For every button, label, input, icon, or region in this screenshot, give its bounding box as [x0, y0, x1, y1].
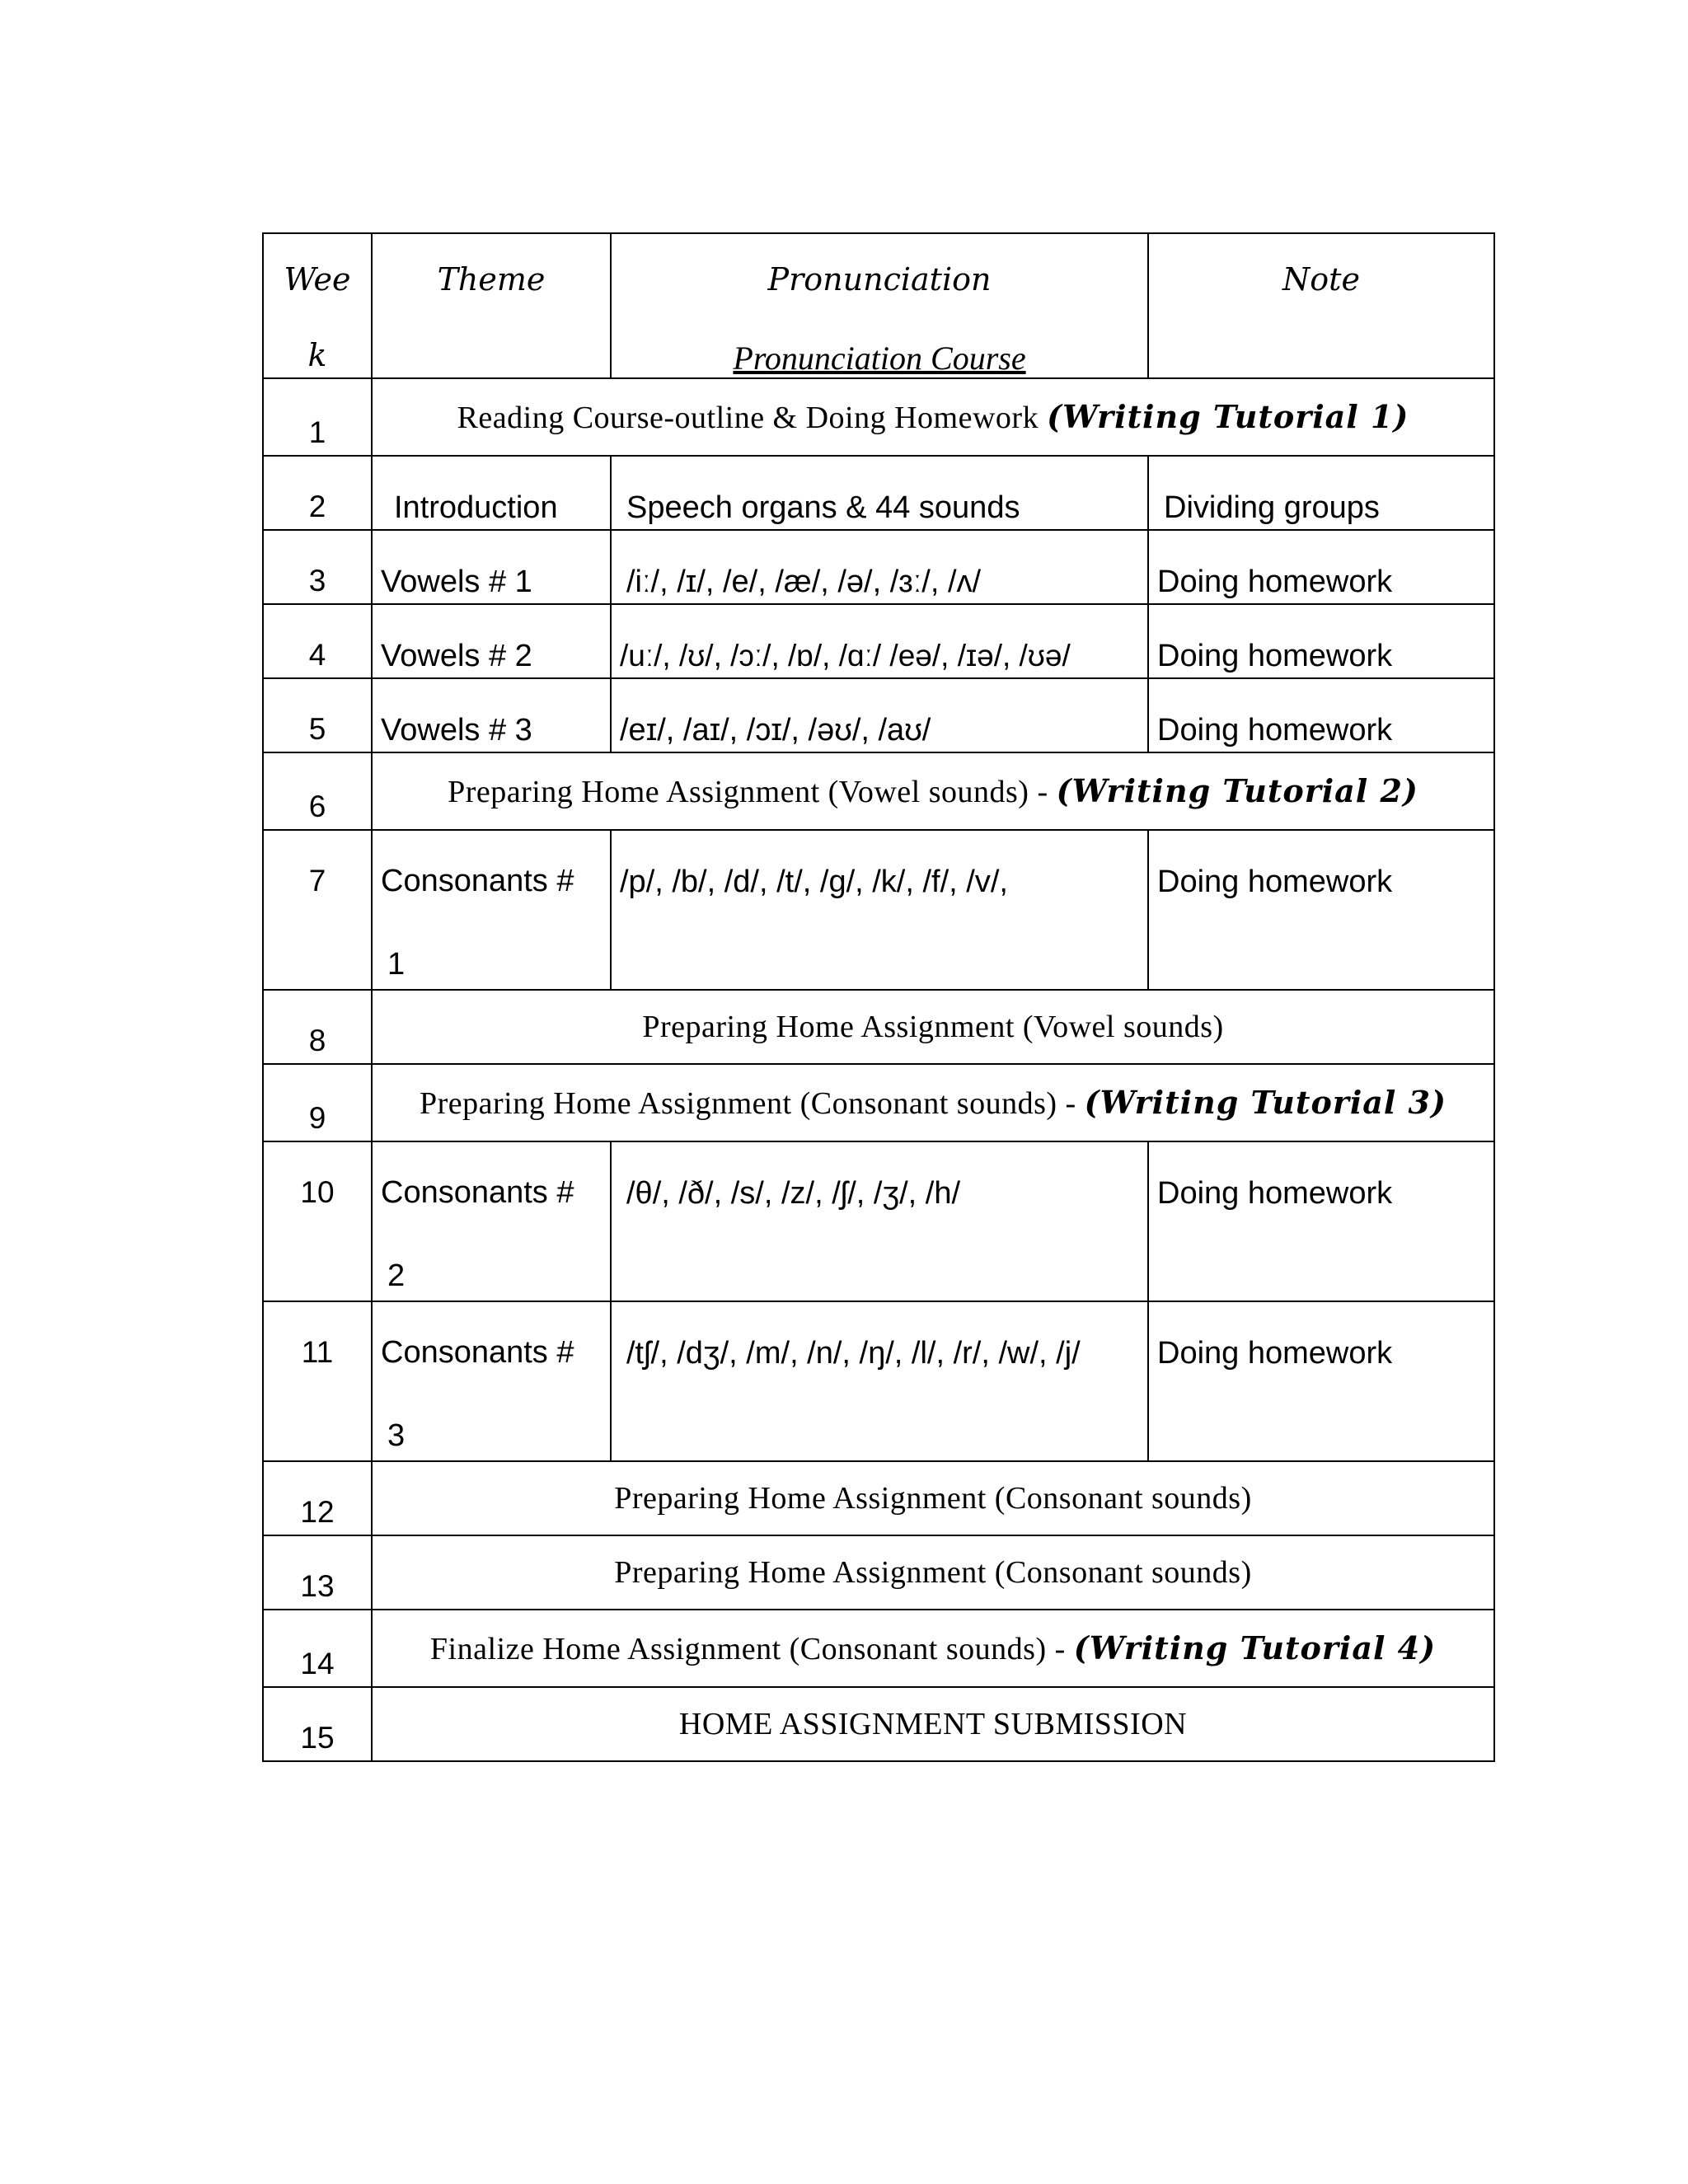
pronunciation-cell: /uː/, /ʊ/, /ɔː/, /ɒ/, /ɑː/ /eə/, /ɪə/, /ʊə/: [611, 604, 1148, 678]
theme-cell: Vowels # 1: [372, 530, 611, 604]
week-number: 9: [263, 1064, 372, 1141]
header-week-line1: Wee: [284, 261, 351, 298]
spanning-cell: Preparing Home Assignment (Vowel sounds): [372, 990, 1494, 1064]
table-row: [263, 1064, 1494, 1141]
note-cell: Doing homework: [1148, 604, 1494, 678]
theme-cell: Vowels # 2: [372, 604, 611, 678]
header-pronunciation: Pronunciation Pronunciation Course: [611, 233, 1148, 378]
week-number: 5: [263, 678, 372, 752]
spanning-cell: Preparing Home Assignment (Vowel sounds) - (Writing Tutorial 2): [372, 752, 1494, 830]
theme-cell: Introduction: [372, 456, 611, 530]
week-number: 2: [263, 456, 372, 530]
spanning-cell: Finalize Home Assignment (Consonant sounds) - (Writing Tutorial 4): [372, 1610, 1494, 1687]
course-schedule-table: [262, 232, 1495, 1762]
week-number: 1: [263, 378, 372, 456]
theme-cell: Consonants # 2: [372, 1141, 611, 1301]
note-cell: Doing homework: [1148, 830, 1494, 990]
note-cell: Dividing groups: [1148, 456, 1494, 530]
week-number: 8: [263, 990, 372, 1064]
table-row: [263, 456, 1494, 530]
table-row: [263, 1610, 1494, 1687]
table-row: [263, 752, 1494, 830]
spanning-cell: Reading Course-outline & Doing Homework (Writing Tutorial 1): [372, 378, 1494, 456]
week-number: 7: [263, 830, 372, 990]
header-week: [263, 233, 372, 378]
table-row: [263, 1535, 1494, 1610]
theme-cell: Consonants # 3: [372, 1301, 611, 1461]
pronunciation-cell: Speech organs & 44 sounds: [611, 456, 1148, 530]
theme-cell: Consonants # 1: [372, 830, 611, 990]
table-row: [263, 1141, 1494, 1301]
header-pronunciation-subtitle: Pronunciation Course: [733, 340, 1026, 377]
note-cell: Doing homework: [1148, 1301, 1494, 1461]
pronunciation-cell: /p/, /b/, /d/, /t/, /g/, /k/, /f/, /v/,: [611, 830, 1148, 990]
pronunciation-cell: /iː/, /ɪ/, /e/, /æ/, /ə/, /ɜː/, /ʌ/: [611, 530, 1148, 604]
spanning-cell: Preparing Home Assignment (Consonant sounds): [372, 1461, 1494, 1535]
header-theme: Theme: [372, 233, 611, 378]
theme-cell: Vowels # 3: [372, 678, 611, 752]
table-row: [263, 990, 1494, 1064]
note-cell: Doing homework: [1148, 530, 1494, 604]
week-number: 13: [263, 1535, 372, 1610]
spanning-cell: Preparing Home Assignment (Consonant sounds) - (Writing Tutorial 3): [372, 1064, 1494, 1141]
week-number: 15: [263, 1687, 372, 1761]
header-note: Note: [1148, 233, 1494, 378]
week-number: 10: [263, 1141, 372, 1301]
table-row: [263, 1301, 1494, 1461]
table-row: [263, 830, 1494, 990]
spanning-cell: Preparing Home Assignment (Consonant sounds): [372, 1535, 1494, 1610]
week-number: 14: [263, 1610, 372, 1687]
table-row: [263, 1687, 1494, 1761]
table-row: [263, 1461, 1494, 1535]
table-row: [263, 530, 1494, 604]
week-number: 12: [263, 1461, 372, 1535]
header-row: [263, 233, 1494, 378]
week-number: 11: [263, 1301, 372, 1461]
week-number: 6: [263, 752, 372, 830]
pronunciation-cell: /θ/, /ð/, /s/, /z/, /ʃ/, /ʒ/, /h/: [611, 1141, 1148, 1301]
week-number: 3: [263, 530, 372, 604]
week-number: 4: [263, 604, 372, 678]
pronunciation-cell: /tʃ/, /dʒ/, /m/, /n/, /ŋ/, /l/, /r/, /w/, /j/: [611, 1301, 1148, 1461]
spanning-cell: HOME ASSIGNMENT SUBMISSION: [372, 1687, 1494, 1761]
table-row: [263, 678, 1494, 752]
table-row: [263, 604, 1494, 678]
table-row: [263, 378, 1494, 456]
pronunciation-cell: /eɪ/, /aɪ/, /ɔɪ/, /əʊ/, /aʊ/: [611, 678, 1148, 752]
header-week-line2: k: [307, 337, 327, 373]
note-cell: Doing homework: [1148, 678, 1494, 752]
note-cell: Doing homework: [1148, 1141, 1494, 1301]
